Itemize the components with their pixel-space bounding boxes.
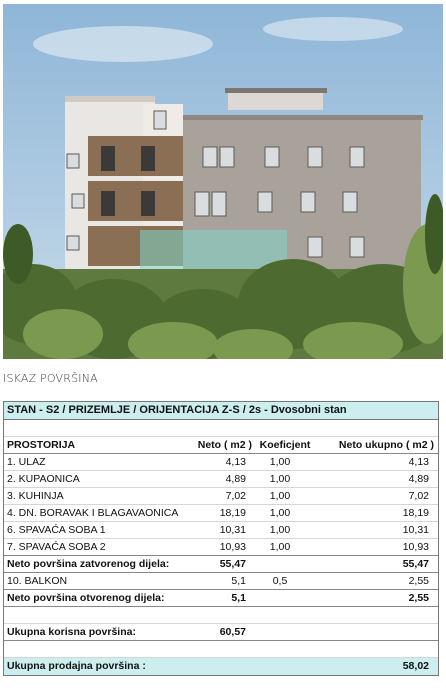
room-ukupno: 7,02 — [408, 490, 429, 502]
usable-total-label: Ukupna korisna površina: — [7, 626, 136, 638]
room-name: 7. SPAVAĆA SOBA 2 — [7, 541, 106, 553]
table-header-row — [4, 437, 438, 454]
room-ukupno: 4,13 — [408, 456, 429, 468]
room-name: 1. ULAZ — [7, 456, 46, 468]
spacer-row — [4, 641, 438, 658]
balcony-koef: 0,5 — [272, 575, 288, 587]
room-koef: 1,00 — [269, 524, 291, 536]
room-neto: 4,13 — [225, 456, 246, 468]
balcony-ukupno: 2,55 — [408, 575, 429, 587]
room-neto: 7,02 — [225, 490, 246, 502]
sale-total-label: Ukupna prodajna površina : — [7, 660, 146, 672]
table-row-balkon — [4, 573, 438, 590]
spacer-row — [4, 607, 438, 624]
building-rendering — [3, 4, 443, 359]
closed-total-row — [4, 556, 438, 573]
room-koef: 1,00 — [269, 456, 291, 468]
closed-total-label: Neto površina zatvorenog dijela: — [7, 558, 170, 570]
closed-total-neto: 55,47 — [219, 558, 246, 570]
header-koeficjent: Koeficjent — [259, 439, 311, 451]
area-table — [3, 401, 439, 676]
table-row — [4, 454, 438, 471]
table-title: STAN - S2 / PRIZEMLJE / ORIJENTACIJA Z-S / 2s - Dvosobni stan — [7, 404, 347, 416]
table-row — [4, 471, 438, 488]
table-row — [4, 488, 438, 505]
sale-total-row — [4, 658, 438, 675]
open-total-ukupno: 2,55 — [408, 592, 429, 604]
usable-total-neto: 60,57 — [219, 626, 246, 638]
balcony-neto: 5,1 — [231, 575, 246, 587]
room-neto: 10,31 — [219, 524, 246, 536]
balcony-name: 10. BALKON — [7, 575, 68, 587]
header-neto: Neto ( m2 ) — [197, 439, 252, 451]
open-total-neto: 5,1 — [231, 592, 246, 604]
header-neto-ukupno: Neto ukupno ( m2 ) — [338, 439, 434, 451]
room-ukupno: 18,19 — [402, 507, 429, 519]
table-title-row — [4, 402, 438, 420]
room-ukupno: 10,31 — [402, 524, 429, 536]
room-ukupno: 10,93 — [402, 541, 429, 553]
section-caption: ISKAZ POVRŠINA — [3, 372, 98, 385]
sale-total-ukupno: 58,02 — [402, 660, 429, 672]
room-neto: 4,89 — [225, 473, 246, 485]
room-name: 2. KUPAONICA — [7, 473, 80, 485]
table-row — [4, 522, 438, 539]
closed-total-ukupno: 55,47 — [402, 558, 429, 570]
header-prostorija: PROSTORIJA — [7, 439, 76, 451]
table-row — [4, 505, 438, 522]
room-koef: 1,00 — [269, 507, 291, 519]
room-name: 4. DN. BORAVAK I BLAGAVAONICA — [7, 507, 179, 519]
open-total-row — [4, 590, 438, 607]
table-row — [4, 539, 438, 556]
room-ukupno: 4,89 — [408, 473, 429, 485]
room-koef: 1,00 — [269, 473, 291, 485]
room-koef: 1,00 — [269, 541, 291, 553]
spacer-row — [4, 420, 438, 437]
room-name: 3. KUHINJA — [7, 490, 64, 502]
room-koef: 1,00 — [269, 490, 291, 502]
usable-total-row — [4, 624, 438, 641]
open-total-label: Neto površina otvorenog dijela: — [7, 592, 165, 604]
room-neto: 10,93 — [219, 541, 246, 553]
room-neto: 18,19 — [219, 507, 246, 519]
room-name: 6. SPAVAĆA SOBA 1 — [7, 524, 106, 536]
